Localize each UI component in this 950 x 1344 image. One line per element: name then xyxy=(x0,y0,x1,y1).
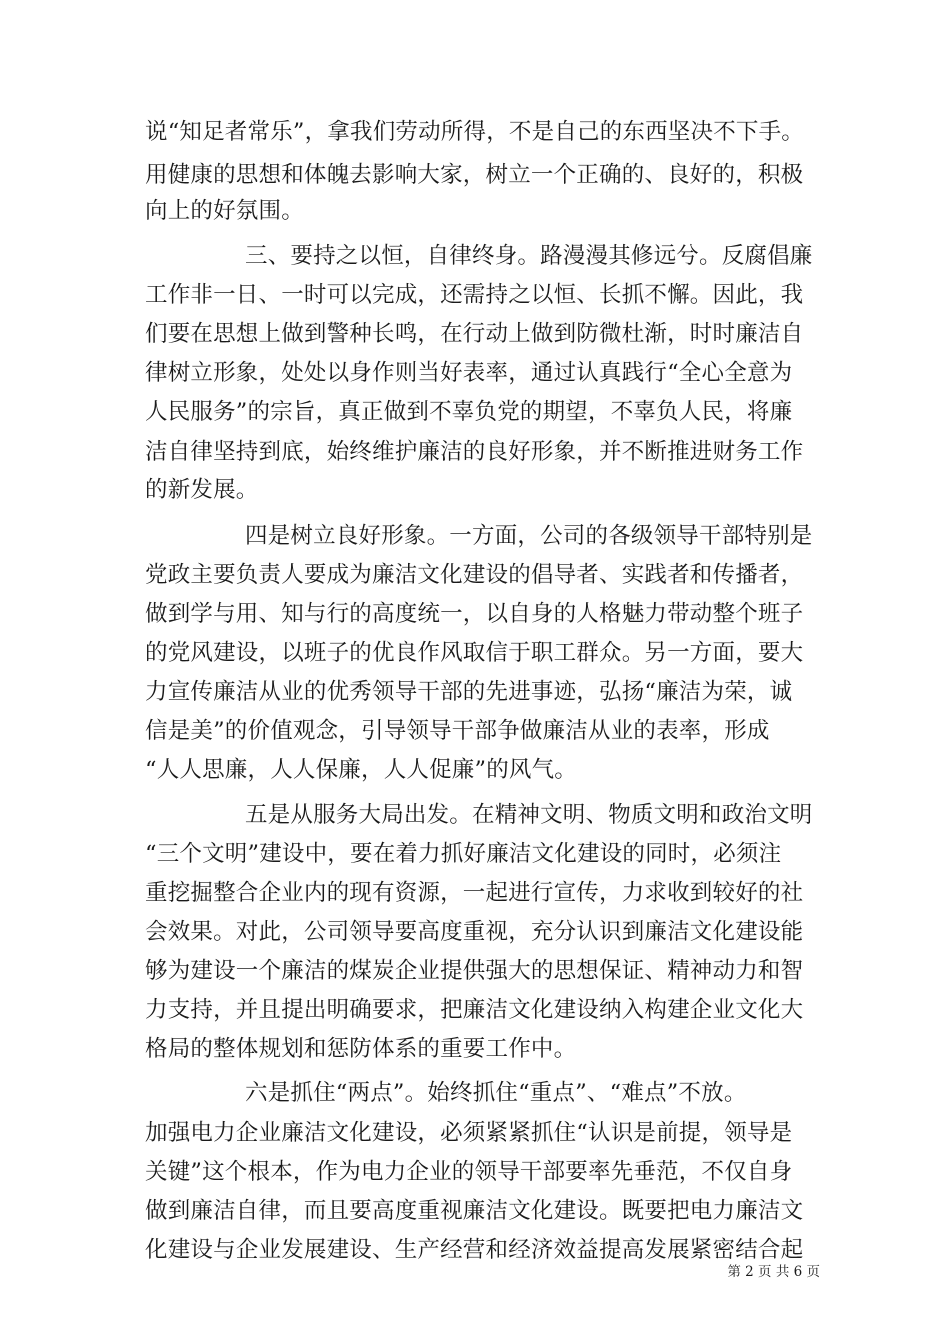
page-number: 第 2 页 共 6 页 xyxy=(727,1264,820,1280)
paragraph-start-line: 六是抓住“两点”。始终抓住“重点”、“难点”不放。 xyxy=(245,1080,747,1106)
text-line: 的新发展。 xyxy=(145,477,259,503)
text-line: 律树立形象，处处以身作则当好表率，通过认真践行“全心全意为 xyxy=(145,360,793,386)
text-line: “人人思廉，人人保廉，人人促廉”的风气。 xyxy=(145,757,578,783)
paragraph-start-line: 三、要持之以恒，自律终身。路漫漫其修远兮。反腐倡廉 xyxy=(245,243,813,269)
text-line: 力支持，并且提出明确要求，把廉洁文化建设纳入构建企业文化大 xyxy=(145,997,804,1023)
text-line: 会效果。对此，公司领导要高度重视，充分认识到廉洁文化建设能 xyxy=(145,919,804,945)
text-line: 洁自律坚持到底，始终维护廉洁的良好形象，并不断推进财务工作 xyxy=(145,439,804,465)
text-line: 工作非一日、一时可以完成，还需持之以恒、长抓不懈。因此，我 xyxy=(145,282,804,308)
text-line: 格局的整体规划和惩防体系的重要工作中。 xyxy=(145,1036,577,1062)
text-line: 向上的好氛围。 xyxy=(145,198,304,224)
paragraph-start-line: 四是树立良好形象。一方面，公司的各级领导干部特别是 xyxy=(245,523,813,549)
text-line: 做到廉洁自律，而且要高度重视廉洁文化建设。既要把电力廉洁文 xyxy=(145,1198,804,1224)
text-line: 们要在思想上做到警种长鸣，在行动上做到防微杜渐，时时廉洁自 xyxy=(145,321,804,347)
paragraph-start-line: 五是从服务大局出发。在精神文明、物质文明和政治文明 xyxy=(245,802,813,828)
text-line: 力宣传廉洁从业的优秀领导干部的先进事迹，弘扬“廉洁为荣，诚 xyxy=(145,679,793,705)
text-line: 用健康的思想和体魄去影响大家，树立一个正确的、良好的，积极 xyxy=(145,162,804,188)
text-line: “三个文明”建设中，要在着力抓好廉洁文化建设的同时，必须注 xyxy=(145,841,782,867)
text-line: 关键”这个根本，作为电力企业的领导干部要率先垂范，不仅自身 xyxy=(145,1159,793,1185)
text-line: 够为建设一个廉洁的煤炭企业提供强大的思想保证、精神动力和智 xyxy=(145,958,804,984)
text-line: 人民服务”的宗旨，真正做到不辜负党的期望，不辜负人民，将廉 xyxy=(145,399,793,425)
text-line: 党政主要负责人要成为廉洁文化建设的倡导者、实践者和传播者， xyxy=(145,562,804,588)
text-line: 重挖掘整合企业内的现有资源，一起进行宣传，力求收到较好的社 xyxy=(145,880,804,906)
text-line: 化建设与企业发展建设、生产经营和经济效益提高发展紧密结合起 xyxy=(145,1237,804,1263)
text-line: 的党风建设，以班子的优良作风取信于职工群众。另一方面，要大 xyxy=(145,640,804,666)
text-line: 加强电力企业廉洁文化建设，必须紧紧抓住“认识是前提，领导是 xyxy=(145,1120,793,1146)
text-line: 信是美”的价值观念，引导领导干部争做廉洁从业的表率，形成 xyxy=(145,718,770,744)
text-line: 做到学与用、知与行的高度统一，以自身的人格魅力带动整个班子 xyxy=(145,601,804,627)
text-line: 说“知足者常乐”，拿我们劳动所得，不是自己的东西坚决不下手。 xyxy=(145,119,805,145)
